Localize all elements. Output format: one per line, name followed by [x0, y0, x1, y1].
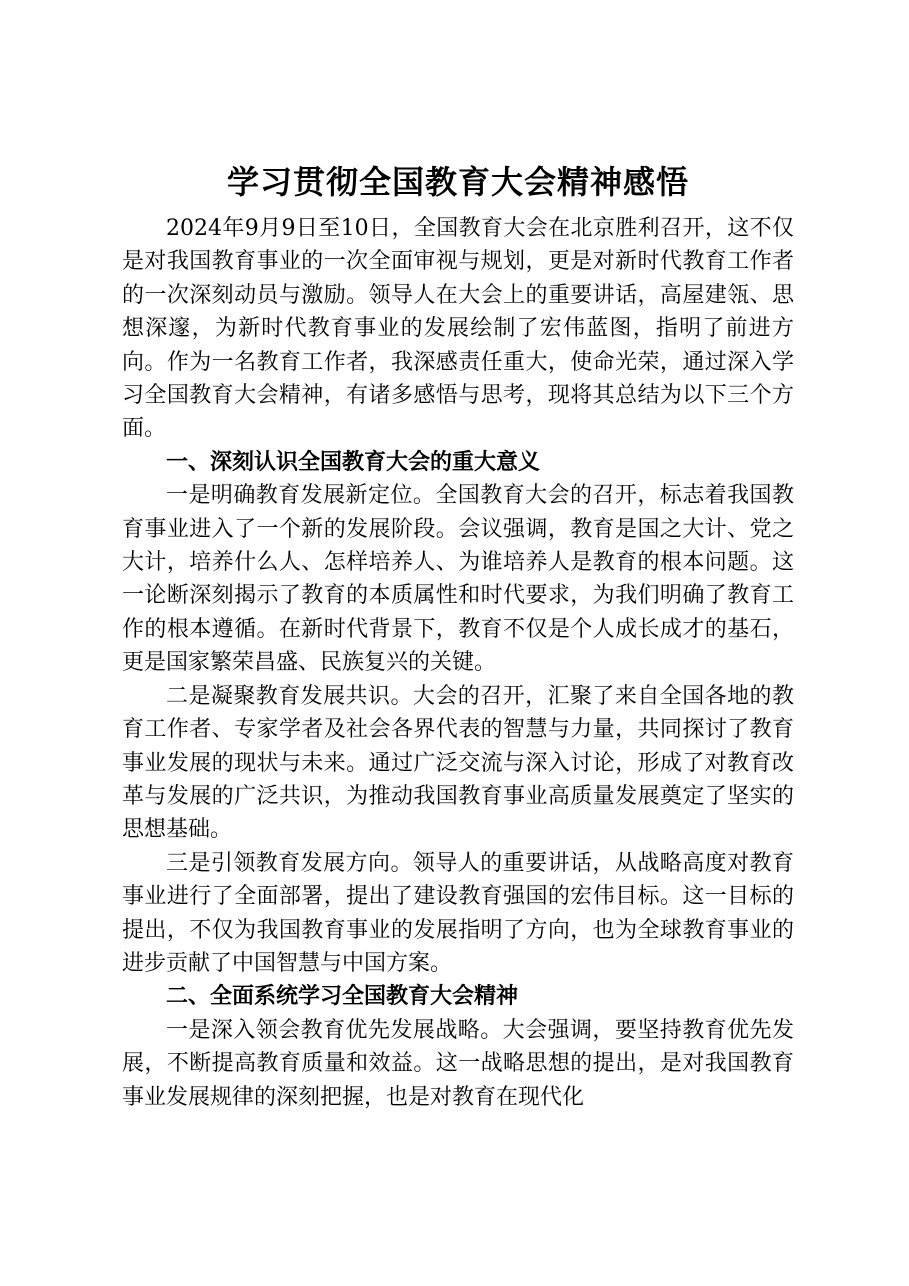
section-heading-1: 一、深刻认识全国教育大会的重大意义	[166, 449, 541, 475]
section-1-paragraph-1: 一是明确教育发展新定位。全国教育大会的召开，标志着我国教育事业进入了一个新的发展阶段。会议强调，教育是国之大计、党之大计，培养什么人、怎样培养人、为谁培养人是教育的根本问题。这一论断深刻揭示了教育的本质属性和时代要求，为我们明确了教育工作的根本遵循。在新时代背景下，教育不仅是个人成长成才的基石，更是国家繁荣昌盛、民族复兴的关键。	[122, 483, 794, 676]
section-1-paragraph-2: 二是凝聚教育发展共识。大会的召开，汇聚了来自全国各地的教育工作者、专家学者及社会各界代表的智慧与力量，共同探讨了教育事业发展的现状与未来。通过广泛交流与深入讨论，形成了对教育改革与发展的广泛共识，为推动我国教育事业高质量发展奠定了坚实的思想基础。	[122, 683, 794, 843]
section-1-paragraph-3: 三是引领教育发展方向。领导人的重要讲话，从战略高度对教育事业进行了全面部署，提出了建设教育强国的宏伟目标。这一目标的提出，不仅为我国教育事业的发展指明了方向，也为全球教育事业的进步贡献了中国智慧与中国方案。	[122, 850, 794, 976]
section-heading-2: 二、全面系统学习全国教育大会精神	[166, 984, 519, 1010]
document-title: 学习贯彻全国教育大会精神感悟	[226, 163, 689, 201]
document-page	[122, 158, 794, 1114]
intro-paragraph: 2024年9月9日至10日，全国教育大会在北京胜利召开，这不仅是对我国教育事业的一次全面审视与规划，更是对新时代教育工作者的一次深刻动员与激励。领导人在大会上的重要讲话，高屋建瓴、思想深邃，为新时代教育事业的发展绘制了宏伟蓝图，指明了前进方向。作为一名教育工作者，我深感责任重大，使命光荣，通过深入学习全国教育大会精神，有诸多感悟与思考，现将其总结为以下三个方面。	[122, 216, 794, 442]
section-2-paragraph-1: 一是深入领会教育优先发展战略。大会强调，要坚持教育优先发展，不断提高教育质量和效益。这一战略思想的提出，是对我国教育事业发展规律的深刻把握，也是对教育在现代化	[122, 1017, 794, 1110]
